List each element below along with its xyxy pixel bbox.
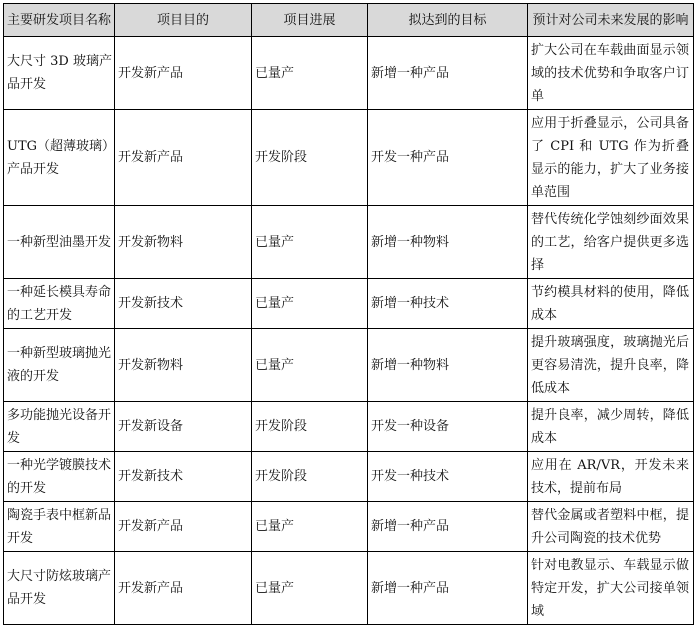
cell-progress: 已量产 <box>252 502 368 552</box>
table-row <box>4 37 694 110</box>
cell-impact: 替代金属或者塑料中框，提升公司陶瓷的技术优势 <box>528 502 694 552</box>
cell-target: 新增一种物料 <box>368 329 528 402</box>
cell-target: 新增一种产品 <box>368 37 528 110</box>
table-row <box>4 206 694 279</box>
header-project-name: 主要研发项目名称 <box>4 4 115 37</box>
cell-impact: 节约模具材料的使用，降低成本 <box>528 279 694 329</box>
table-row <box>4 552 694 625</box>
cell-impact: 应用在 AR/VR，开发未来技术，提前布局 <box>528 452 694 502</box>
cell-impact: 针对电教显示、车载显示做特定开发，扩大公司接单领域 <box>528 552 694 625</box>
table-row <box>4 110 694 206</box>
cell-project-name: UTG（超薄玻璃）产品开发 <box>4 110 115 206</box>
cell-purpose: 开发新产品 <box>115 502 252 552</box>
cell-project-name: 多功能抛光设备开发 <box>4 402 115 452</box>
cell-impact: 替代传统化学蚀刻纱面效果的工艺，给客户提供更多选择 <box>528 206 694 279</box>
cell-impact: 应用于折叠显示，公司具备了 CPI 和 UTG 作为折叠显示的能力，扩大了业务接单范围 <box>528 110 694 206</box>
cell-impact: 提升良率，减少周转，降低成本 <box>528 402 694 452</box>
cell-impact: 扩大公司在车载曲面显示领域的技术优势和争取客户订单 <box>528 37 694 110</box>
table-row <box>4 452 694 502</box>
cell-progress: 已量产 <box>252 329 368 402</box>
cell-project-name: 一种光学镀膜技术的开发 <box>4 452 115 502</box>
cell-project-name: 大尺寸 3D 玻璃产品开发 <box>4 37 115 110</box>
cell-purpose: 开发新技术 <box>115 279 252 329</box>
cell-target: 新增一种技术 <box>368 279 528 329</box>
cell-purpose: 开发新产品 <box>115 37 252 110</box>
cell-project-name: 大尺寸防炫玻璃产品开发 <box>4 552 115 625</box>
cell-target: 开发一种设备 <box>368 402 528 452</box>
cell-progress: 开发阶段 <box>252 452 368 502</box>
cell-project-name: 一种新型油墨开发 <box>4 206 115 279</box>
cell-progress: 已量产 <box>252 206 368 279</box>
cell-purpose: 开发新设备 <box>115 402 252 452</box>
table-header-row <box>4 4 694 37</box>
table-row <box>4 502 694 552</box>
cell-target: 开发一种产品 <box>368 110 528 206</box>
cell-project-name: 一种新型玻璃抛光液的开发 <box>4 329 115 402</box>
header-impact: 预计对公司未来发展的影响 <box>528 4 694 37</box>
cell-progress: 已量产 <box>252 37 368 110</box>
cell-purpose: 开发新物料 <box>115 206 252 279</box>
cell-progress: 开发阶段 <box>252 402 368 452</box>
cell-project-name: 陶瓷手表中框新品开发 <box>4 502 115 552</box>
header-target: 拟达到的目标 <box>368 4 528 37</box>
cell-impact: 提升玻璃强度，玻璃抛光后更容易清洗，提升良率，降低成本 <box>528 329 694 402</box>
cell-project-name: 一种延长模具寿命的工艺开发 <box>4 279 115 329</box>
cell-progress: 已量产 <box>252 552 368 625</box>
cell-target: 开发一种技术 <box>368 452 528 502</box>
cell-progress: 开发阶段 <box>252 110 368 206</box>
table-row <box>4 329 694 402</box>
cell-target: 新增一种物料 <box>368 206 528 279</box>
table-row <box>4 279 694 329</box>
table-row <box>4 402 694 452</box>
cell-purpose: 开发新产品 <box>115 552 252 625</box>
cell-purpose: 开发新技术 <box>115 452 252 502</box>
cell-purpose: 开发新物料 <box>115 329 252 402</box>
cell-progress: 已量产 <box>252 279 368 329</box>
cell-target: 新增一种产品 <box>368 552 528 625</box>
header-progress: 项目进展 <box>252 4 368 37</box>
rd-projects-table <box>3 3 694 625</box>
cell-target: 新增一种产品 <box>368 502 528 552</box>
cell-purpose: 开发新产品 <box>115 110 252 206</box>
header-purpose: 项目目的 <box>115 4 252 37</box>
